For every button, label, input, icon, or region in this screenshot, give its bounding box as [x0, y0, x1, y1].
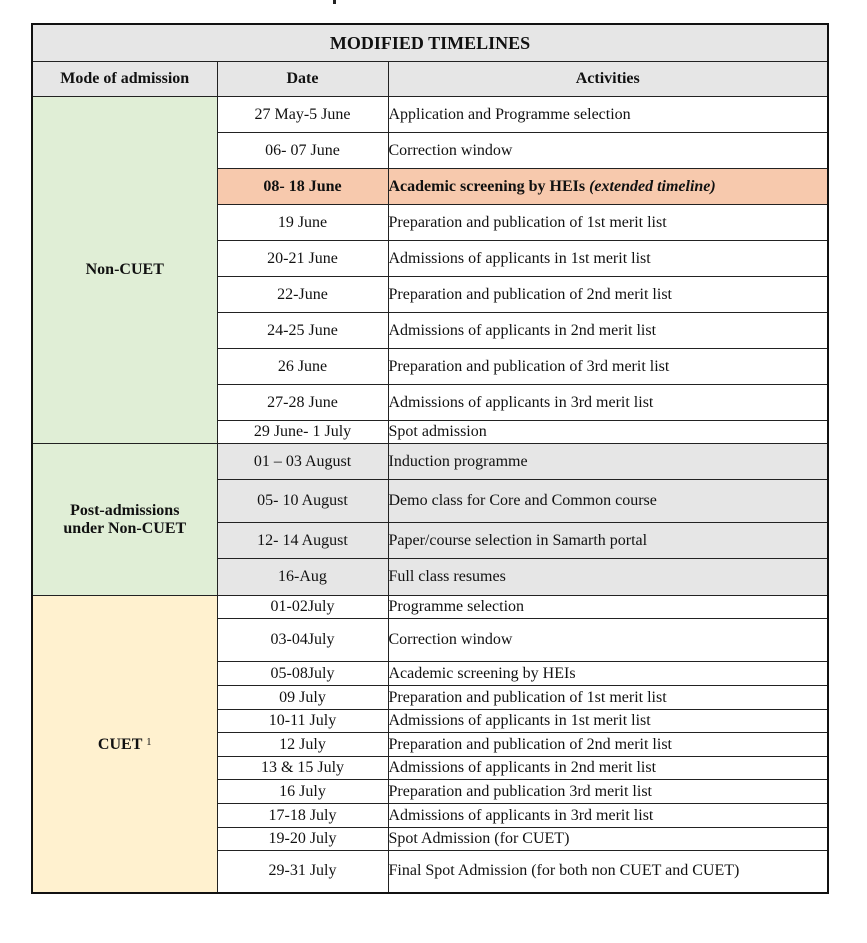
date-cell: 29-31 July	[217, 851, 388, 893]
date-cell: 20-21 June	[217, 241, 388, 277]
activity-cell: Admissions of applicants in 1st merit list	[388, 710, 828, 733]
activity-cell: Admissions of applicants in 3rd merit list	[388, 804, 828, 828]
activity-cell: Admissions of applicants in 2nd merit list	[388, 313, 828, 349]
date-cell: 01 – 03 August	[217, 444, 388, 480]
date-cell: 01-02July	[217, 596, 388, 619]
date-cell: 26 June	[217, 349, 388, 385]
activity-note: (extended timeline)	[589, 177, 716, 195]
date-cell: 24-25 June	[217, 313, 388, 349]
date-cell: 17-18 July	[217, 804, 388, 828]
activity-cell: Full class resumes	[388, 559, 828, 596]
table-row	[32, 97, 828, 133]
mode-line-1: Post-admissions	[70, 501, 180, 519]
activity-cell: Correction window	[388, 133, 828, 169]
activity-cell: Application and Programme selection	[388, 97, 828, 133]
date-cell: 06- 07 June	[217, 133, 388, 169]
activity-cell: Preparation and publication 3rd merit list	[388, 780, 828, 804]
activity-cell: Spot Admission (for CUET)	[388, 828, 828, 851]
date-cell: 13 & 15 July	[217, 757, 388, 780]
activity-cell: Spot admission	[388, 421, 828, 444]
date-cell: 09 July	[217, 686, 388, 710]
table-row	[32, 444, 828, 480]
date-cell: 16-Aug	[217, 559, 388, 596]
activity-cell: Preparation and publication of 2nd merit list	[388, 277, 828, 313]
mode-cell-post-admissions	[32, 444, 217, 596]
footnote-marker: 1	[146, 736, 152, 749]
date-cell: 27-28 June	[217, 385, 388, 421]
activity-cell: Admissions of applicants in 3rd merit list	[388, 385, 828, 421]
activity-cell: Programme selection	[388, 596, 828, 619]
date-cell: 12 July	[217, 733, 388, 757]
date-cell: 05- 10 August	[217, 480, 388, 523]
activity-cell: Preparation and publication of 1st merit list	[388, 686, 828, 710]
activity-cell: Admissions of applicants in 1st merit list	[388, 241, 828, 277]
activity-cell: Demo class for Core and Common course	[388, 480, 828, 523]
mode-cell-non-cuet: Non-CUET	[32, 97, 217, 444]
date-cell: 22-June	[217, 277, 388, 313]
activity-cell: Induction programme	[388, 444, 828, 480]
date-cell: 08- 18 June	[217, 169, 388, 205]
date-cell: 29 June- 1 July	[217, 421, 388, 444]
activity-cell: Admissions of applicants in 2nd merit list	[388, 757, 828, 780]
column-header-date: Date	[217, 62, 388, 97]
activity-cell: Preparation and publication of 2nd merit list	[388, 733, 828, 757]
date-cell: 10-11 July	[217, 710, 388, 733]
activity-cell	[388, 169, 828, 205]
activity-text: Academic screening by HEIs	[388, 177, 586, 195]
date-cell: 12- 14 August	[217, 523, 388, 559]
activity-cell: Correction window	[388, 619, 828, 662]
mode-cell-cuet	[32, 596, 217, 893]
date-cell: 19-20 July	[217, 828, 388, 851]
activity-cell: Preparation and publication of 1st merit list	[388, 205, 828, 241]
date-cell: 05-08July	[217, 662, 388, 686]
date-cell: 19 June	[217, 205, 388, 241]
modified-timelines-table	[31, 23, 829, 894]
activity-cell: Academic screening by HEIs	[388, 662, 828, 686]
clipped-text-fragment	[333, 0, 336, 4]
activity-cell: Paper/course selection in Samarth portal	[388, 523, 828, 559]
date-cell: 16 July	[217, 780, 388, 804]
activity-cell: Preparation and publication of 3rd merit list	[388, 349, 828, 385]
table-title: MODIFIED TIMELINES	[32, 24, 828, 62]
mode-line-2: under Non-CUET	[63, 519, 187, 537]
activity-cell: Final Spot Admission (for both non CUET and CUET)	[388, 851, 828, 893]
mode-label: CUET	[97, 736, 143, 754]
table-row	[32, 596, 828, 619]
date-cell: 03-04July	[217, 619, 388, 662]
column-header-activities: Activities	[388, 62, 828, 97]
column-header-mode: Mode of admission	[32, 62, 217, 97]
date-cell: 27 May-5 June	[217, 97, 388, 133]
